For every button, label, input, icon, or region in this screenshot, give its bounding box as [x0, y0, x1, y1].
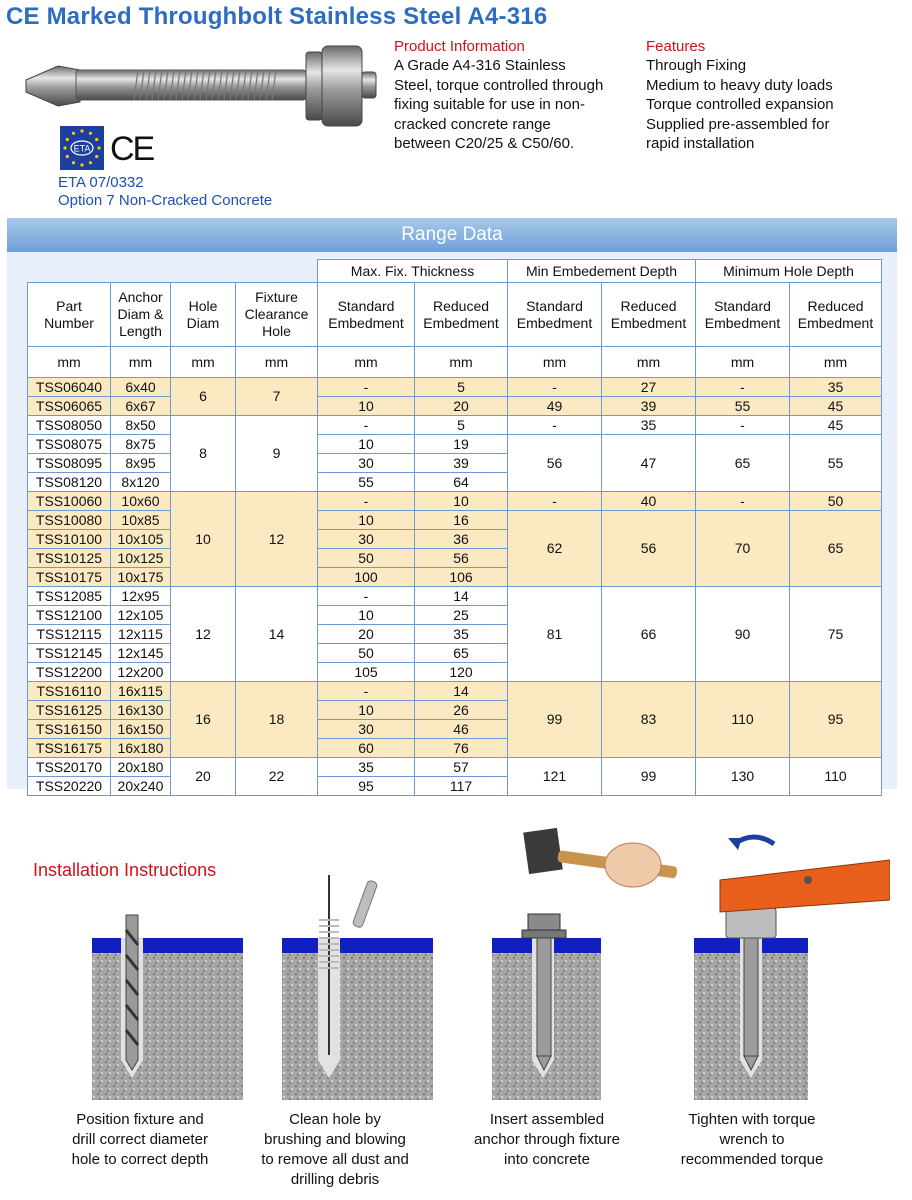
fix-thickness-standard-cell: -	[318, 587, 415, 606]
hammer-icon	[523, 828, 677, 887]
caption-line: Clean hole by	[289, 1111, 381, 1128]
anchor-size-cell: 10x175	[111, 568, 171, 587]
caption-line: hole to correct depth	[71, 1151, 209, 1168]
fix-thickness-reduced-cell: 106	[415, 568, 508, 587]
product-info-heading: Product Information	[394, 38, 525, 55]
clearance-hole-cell: 12	[236, 492, 318, 587]
part-number-cell: TSS08120	[28, 473, 111, 492]
step-4-caption	[652, 1110, 852, 1170]
column-header-line: Diam	[186, 314, 220, 331]
column-header-line: Part	[56, 297, 82, 314]
part-number-cell: TSS12100	[28, 606, 111, 625]
table-units-row	[28, 347, 882, 378]
hole-depth-standard-cell: -	[696, 416, 790, 435]
anchor-bolt-icon	[744, 938, 758, 1070]
embedment-reduced-cell: 99	[602, 758, 696, 796]
hole-depth-standard-cell: 130	[696, 758, 790, 796]
features-heading: Features	[646, 38, 706, 55]
step-2-caption	[235, 1110, 435, 1190]
step-brush-illustration	[278, 820, 478, 1100]
table-group-header: Max. Fix. Thickness	[318, 260, 508, 283]
part-number-cell: TSS16110	[28, 682, 111, 701]
table-group-row	[28, 260, 882, 283]
table-row	[28, 682, 882, 701]
fix-thickness-standard-cell: -	[318, 492, 415, 511]
eta-option: Option 7 Non-Cracked Concrete	[58, 192, 273, 209]
table-group-header: Minimum Hole Depth	[696, 260, 882, 283]
step-wrench-illustration	[690, 820, 890, 1100]
column-header-line: Diam &	[117, 306, 164, 322]
anchor-size-cell: 8x75	[111, 435, 171, 454]
unit-cell: mm	[602, 347, 696, 378]
range-data-table	[27, 259, 882, 796]
part-number-cell: TSS08075	[28, 435, 111, 454]
features-list	[646, 56, 906, 154]
caption-line: drilling debris	[290, 1171, 380, 1188]
column-header	[696, 283, 790, 347]
fix-thickness-reduced-cell: 64	[415, 473, 508, 492]
hole-depth-reduced-cell: 35	[790, 378, 882, 397]
hole-diam-cell: 12	[171, 587, 236, 682]
feature-item: Through Fixing	[646, 57, 747, 74]
column-header-line: Standard	[714, 297, 771, 314]
fix-thickness-standard-cell: 100	[318, 568, 415, 587]
table-row	[28, 758, 882, 777]
unit-cell: mm	[28, 347, 111, 378]
part-number-cell: TSS06065	[28, 397, 111, 416]
fix-thickness-reduced-cell: 56	[415, 549, 508, 568]
table-header-row	[28, 283, 882, 347]
embedment-reduced-cell: 35	[602, 416, 696, 435]
anchor-size-cell: 6x67	[111, 397, 171, 416]
part-number-cell: TSS10060	[28, 492, 111, 511]
embedment-standard-cell: 56	[508, 435, 602, 492]
hole-depth-reduced-cell: 55	[790, 435, 882, 492]
column-header	[508, 283, 602, 347]
fix-thickness-reduced-cell: 5	[415, 378, 508, 397]
column-header-line: Number	[44, 314, 94, 331]
fix-thickness-standard-cell: 10	[318, 606, 415, 625]
hole-diam-cell: 10	[171, 492, 236, 587]
column-header	[111, 283, 171, 347]
table-row	[28, 511, 882, 530]
anchor-size-cell: 20x240	[111, 777, 171, 796]
rotate-arrow-icon	[728, 837, 774, 850]
column-header-line: Reduced	[807, 297, 864, 314]
embedment-reduced-cell: 40	[602, 492, 696, 511]
unit-cell: mm	[318, 347, 415, 378]
step-3-caption	[447, 1110, 647, 1170]
hole-depth-standard-cell: 110	[696, 682, 790, 758]
table-row	[28, 397, 882, 416]
product-info-line: A Grade A4-316 Stainless	[394, 57, 566, 74]
caption-line: into concrete	[504, 1151, 590, 1168]
column-header-line: Standard	[526, 297, 583, 314]
throughbolt-image	[18, 40, 380, 132]
anchor-size-cell: 12x115	[111, 625, 171, 644]
column-header-line: Embedment	[797, 314, 874, 331]
embedment-standard-cell: 49	[508, 397, 602, 416]
column-header-line: Hole	[188, 297, 218, 314]
fix-thickness-standard-cell: -	[318, 682, 415, 701]
fix-thickness-reduced-cell: 117	[415, 777, 508, 796]
hole-depth-reduced-cell: 110	[790, 758, 882, 796]
anchor-size-cell: 12x95	[111, 587, 171, 606]
fix-thickness-standard-cell: 95	[318, 777, 415, 796]
product-info-line: between C20/25 & C50/60.	[394, 135, 575, 152]
fix-thickness-reduced-cell: 36	[415, 530, 508, 549]
table-row	[28, 378, 882, 397]
eta-code: ETA 07/0332	[58, 174, 144, 191]
drill-bit-icon	[126, 915, 138, 1070]
column-header-line: Anchor	[118, 289, 163, 305]
anchor-size-cell: 16x180	[111, 739, 171, 758]
fix-thickness-reduced-cell: 5	[415, 416, 508, 435]
ce-mark-icon: CE	[110, 130, 154, 168]
embedment-reduced-cell: 56	[602, 511, 696, 587]
column-header	[415, 283, 508, 347]
caption-line: brushing and blowing	[264, 1131, 406, 1148]
fix-thickness-standard-cell: 55	[318, 473, 415, 492]
table-group-header: Min Embedement Depth	[508, 260, 696, 283]
column-header-line: Reduced	[432, 297, 490, 314]
anchor-size-cell: 10x125	[111, 549, 171, 568]
part-number-cell: TSS08095	[28, 454, 111, 473]
embedment-reduced-cell: 39	[602, 397, 696, 416]
hole-depth-reduced-cell: 75	[790, 587, 882, 682]
fix-thickness-standard-cell: 50	[318, 644, 415, 663]
fix-thickness-reduced-cell: 20	[415, 397, 508, 416]
fix-thickness-standard-cell: 10	[318, 435, 415, 454]
anchor-size-cell: 16x130	[111, 701, 171, 720]
part-number-cell: TSS10100	[28, 530, 111, 549]
fix-thickness-standard-cell: 60	[318, 739, 415, 758]
part-number-cell: TSS20220	[28, 777, 111, 796]
embedment-standard-cell: 99	[508, 682, 602, 758]
part-number-cell: TSS06040	[28, 378, 111, 397]
column-header-line: Clearance	[244, 306, 309, 322]
step-1-caption	[40, 1110, 240, 1170]
column-header	[28, 283, 111, 347]
fix-thickness-standard-cell: 30	[318, 454, 415, 473]
feature-item: Supplied pre-assembled for	[646, 115, 830, 133]
fix-thickness-reduced-cell: 65	[415, 644, 508, 663]
anchor-size-cell: 10x60	[111, 492, 171, 511]
product-info-text	[394, 56, 644, 154]
feature-item: Torque controlled expansion	[646, 96, 834, 113]
column-header-line: Fixture	[255, 289, 298, 305]
embedment-standard-cell: 62	[508, 511, 602, 587]
range-data-title: Range Data	[401, 224, 503, 245]
embedment-standard-cell: 121	[508, 758, 602, 796]
fix-thickness-reduced-cell: 19	[415, 435, 508, 454]
part-number-cell: TSS10175	[28, 568, 111, 587]
part-number-cell: TSS10125	[28, 549, 111, 568]
hole-depth-standard-cell: -	[696, 492, 790, 511]
fix-thickness-reduced-cell: 14	[415, 587, 508, 606]
fix-thickness-standard-cell: -	[318, 416, 415, 435]
fix-thickness-standard-cell: 20	[318, 625, 415, 644]
clearance-hole-cell: 18	[236, 682, 318, 758]
caption-line: wrench to	[719, 1131, 785, 1148]
column-header	[236, 283, 318, 347]
hole-depth-reduced-cell: 45	[790, 397, 882, 416]
installation-heading-text: Installation Instructions	[33, 860, 217, 880]
column-header	[602, 283, 696, 347]
hole-depth-reduced-cell: 95	[790, 682, 882, 758]
table-row	[28, 492, 882, 511]
column-header-line: Embedment	[516, 314, 593, 331]
part-number-cell: TSS12200	[28, 663, 111, 682]
hole-depth-standard-cell: 55	[696, 397, 790, 416]
hole-depth-reduced-cell: 50	[790, 492, 882, 511]
column-header-line: Length	[119, 323, 162, 339]
column-header-line: Standard	[337, 297, 395, 314]
caption-line: to remove all dust and	[261, 1151, 409, 1168]
anchor-size-cell: 20x180	[111, 758, 171, 777]
anchor-size-cell: 16x115	[111, 682, 171, 701]
fix-thickness-standard-cell: 10	[318, 511, 415, 530]
fix-thickness-standard-cell: 10	[318, 701, 415, 720]
embedment-standard-cell: -	[508, 378, 602, 397]
fix-thickness-reduced-cell: 10	[415, 492, 508, 511]
fix-thickness-reduced-cell: 57	[415, 758, 508, 777]
step-drill-illustration	[88, 820, 288, 1100]
unit-cell: mm	[415, 347, 508, 378]
part-number-cell: TSS16175	[28, 739, 111, 758]
product-info-line: cracked concrete range	[394, 115, 551, 133]
table-corner-blank	[28, 260, 318, 283]
fix-thickness-reduced-cell: 35	[415, 625, 508, 644]
product-info-line: fixing suitable for use in non-	[394, 96, 585, 113]
fix-thickness-reduced-cell: 46	[415, 720, 508, 739]
part-number-cell: TSS12145	[28, 644, 111, 663]
clearance-hole-cell: 22	[236, 758, 318, 796]
caption-line: anchor through fixture	[474, 1131, 620, 1148]
anchor-size-cell: 12x145	[111, 644, 171, 663]
hole-diam-cell: 6	[171, 378, 236, 416]
hole-depth-standard-cell: 70	[696, 511, 790, 587]
column-header-line: Embedment	[328, 314, 404, 331]
clearance-hole-cell: 14	[236, 587, 318, 682]
anchor-size-cell: 8x120	[111, 473, 171, 492]
unit-cell: mm	[508, 347, 602, 378]
table-row	[28, 587, 882, 606]
caption-line: drill correct diameter	[72, 1131, 208, 1148]
fix-thickness-reduced-cell: 39	[415, 454, 508, 473]
page-title: CE Marked Throughbolt Stainless Steel A4-316	[6, 3, 548, 30]
eta-logo-label: ETA	[73, 143, 91, 154]
range-data-banner	[7, 218, 897, 252]
anchor-size-cell: 6x40	[111, 378, 171, 397]
unit-cell: mm	[171, 347, 236, 378]
hole-depth-reduced-cell: 45	[790, 416, 882, 435]
embedment-reduced-cell: 27	[602, 378, 696, 397]
fix-thickness-standard-cell: 50	[318, 549, 415, 568]
column-header	[790, 283, 882, 347]
hole-depth-standard-cell: -	[696, 378, 790, 397]
hole-diam-cell: 16	[171, 682, 236, 758]
unit-cell: mm	[236, 347, 318, 378]
part-number-cell: TSS10080	[28, 511, 111, 530]
anchor-size-cell: 16x150	[111, 720, 171, 739]
eta-logo-icon	[60, 126, 104, 170]
product-info-line: Steel, torque controlled through	[394, 76, 604, 94]
fix-thickness-standard-cell: 30	[318, 530, 415, 549]
anchor-size-cell: 8x50	[111, 416, 171, 435]
fix-thickness-standard-cell: 10	[318, 397, 415, 416]
embedment-standard-cell: -	[508, 492, 602, 511]
embedment-standard-cell: 81	[508, 587, 602, 682]
hole-depth-standard-cell: 90	[696, 587, 790, 682]
fix-thickness-reduced-cell: 16	[415, 511, 508, 530]
feature-item: rapid installation	[646, 135, 755, 152]
embedment-reduced-cell: 47	[602, 435, 696, 492]
clearance-hole-cell: 9	[236, 416, 318, 492]
anchor-size-cell: 8x95	[111, 454, 171, 473]
hole-diam-cell: 8	[171, 416, 236, 492]
embedment-reduced-cell: 66	[602, 587, 696, 682]
unit-cell: mm	[696, 347, 790, 378]
column-header-line: Embedment	[423, 314, 499, 331]
fix-thickness-reduced-cell: 26	[415, 701, 508, 720]
column-header-line: Embedment	[704, 314, 781, 331]
fix-thickness-standard-cell: 30	[318, 720, 415, 739]
fix-thickness-standard-cell: -	[318, 378, 415, 397]
fix-thickness-reduced-cell: 120	[415, 663, 508, 682]
part-number-cell: TSS12115	[28, 625, 111, 644]
unit-cell: mm	[790, 347, 882, 378]
column-header-line: Embedment	[610, 314, 687, 331]
fix-thickness-reduced-cell: 14	[415, 682, 508, 701]
caption-line: Insert assembled	[489, 1111, 605, 1128]
anchor-size-cell: 10x85	[111, 511, 171, 530]
anchor-size-cell: 10x105	[111, 530, 171, 549]
part-number-cell: TSS16125	[28, 701, 111, 720]
table-row	[28, 435, 882, 454]
part-number-cell: TSS08050	[28, 416, 111, 435]
feature-item: Medium to heavy duty loads	[646, 76, 833, 94]
table-row	[28, 416, 882, 435]
step-hammer-illustration	[488, 820, 688, 1100]
hole-depth-standard-cell: 65	[696, 435, 790, 492]
part-number-cell: TSS12085	[28, 587, 111, 606]
clearance-hole-cell: 7	[236, 378, 318, 416]
fix-thickness-reduced-cell: 76	[415, 739, 508, 758]
column-header	[318, 283, 415, 347]
column-header-line: Hole	[262, 323, 291, 339]
fix-thickness-standard-cell: 35	[318, 758, 415, 777]
part-number-cell: TSS20170	[28, 758, 111, 777]
column-header	[171, 283, 236, 347]
caption-line: recommended torque	[680, 1151, 824, 1168]
column-header-line: Reduced	[620, 297, 677, 314]
embedment-standard-cell: -	[508, 416, 602, 435]
hole-diam-cell: 20	[171, 758, 236, 796]
unit-cell: mm	[111, 347, 171, 378]
embedment-reduced-cell: 83	[602, 682, 696, 758]
caption-line: Tighten with torque	[688, 1111, 816, 1128]
torque-wrench-icon	[720, 860, 890, 938]
anchor-size-cell: 12x105	[111, 606, 171, 625]
hole-depth-reduced-cell: 65	[790, 511, 882, 587]
anchor-size-cell: 12x200	[111, 663, 171, 682]
fix-thickness-standard-cell: 105	[318, 663, 415, 682]
fix-thickness-reduced-cell: 25	[415, 606, 508, 625]
caption-line: Position fixture and	[76, 1111, 204, 1128]
part-number-cell: TSS16150	[28, 720, 111, 739]
